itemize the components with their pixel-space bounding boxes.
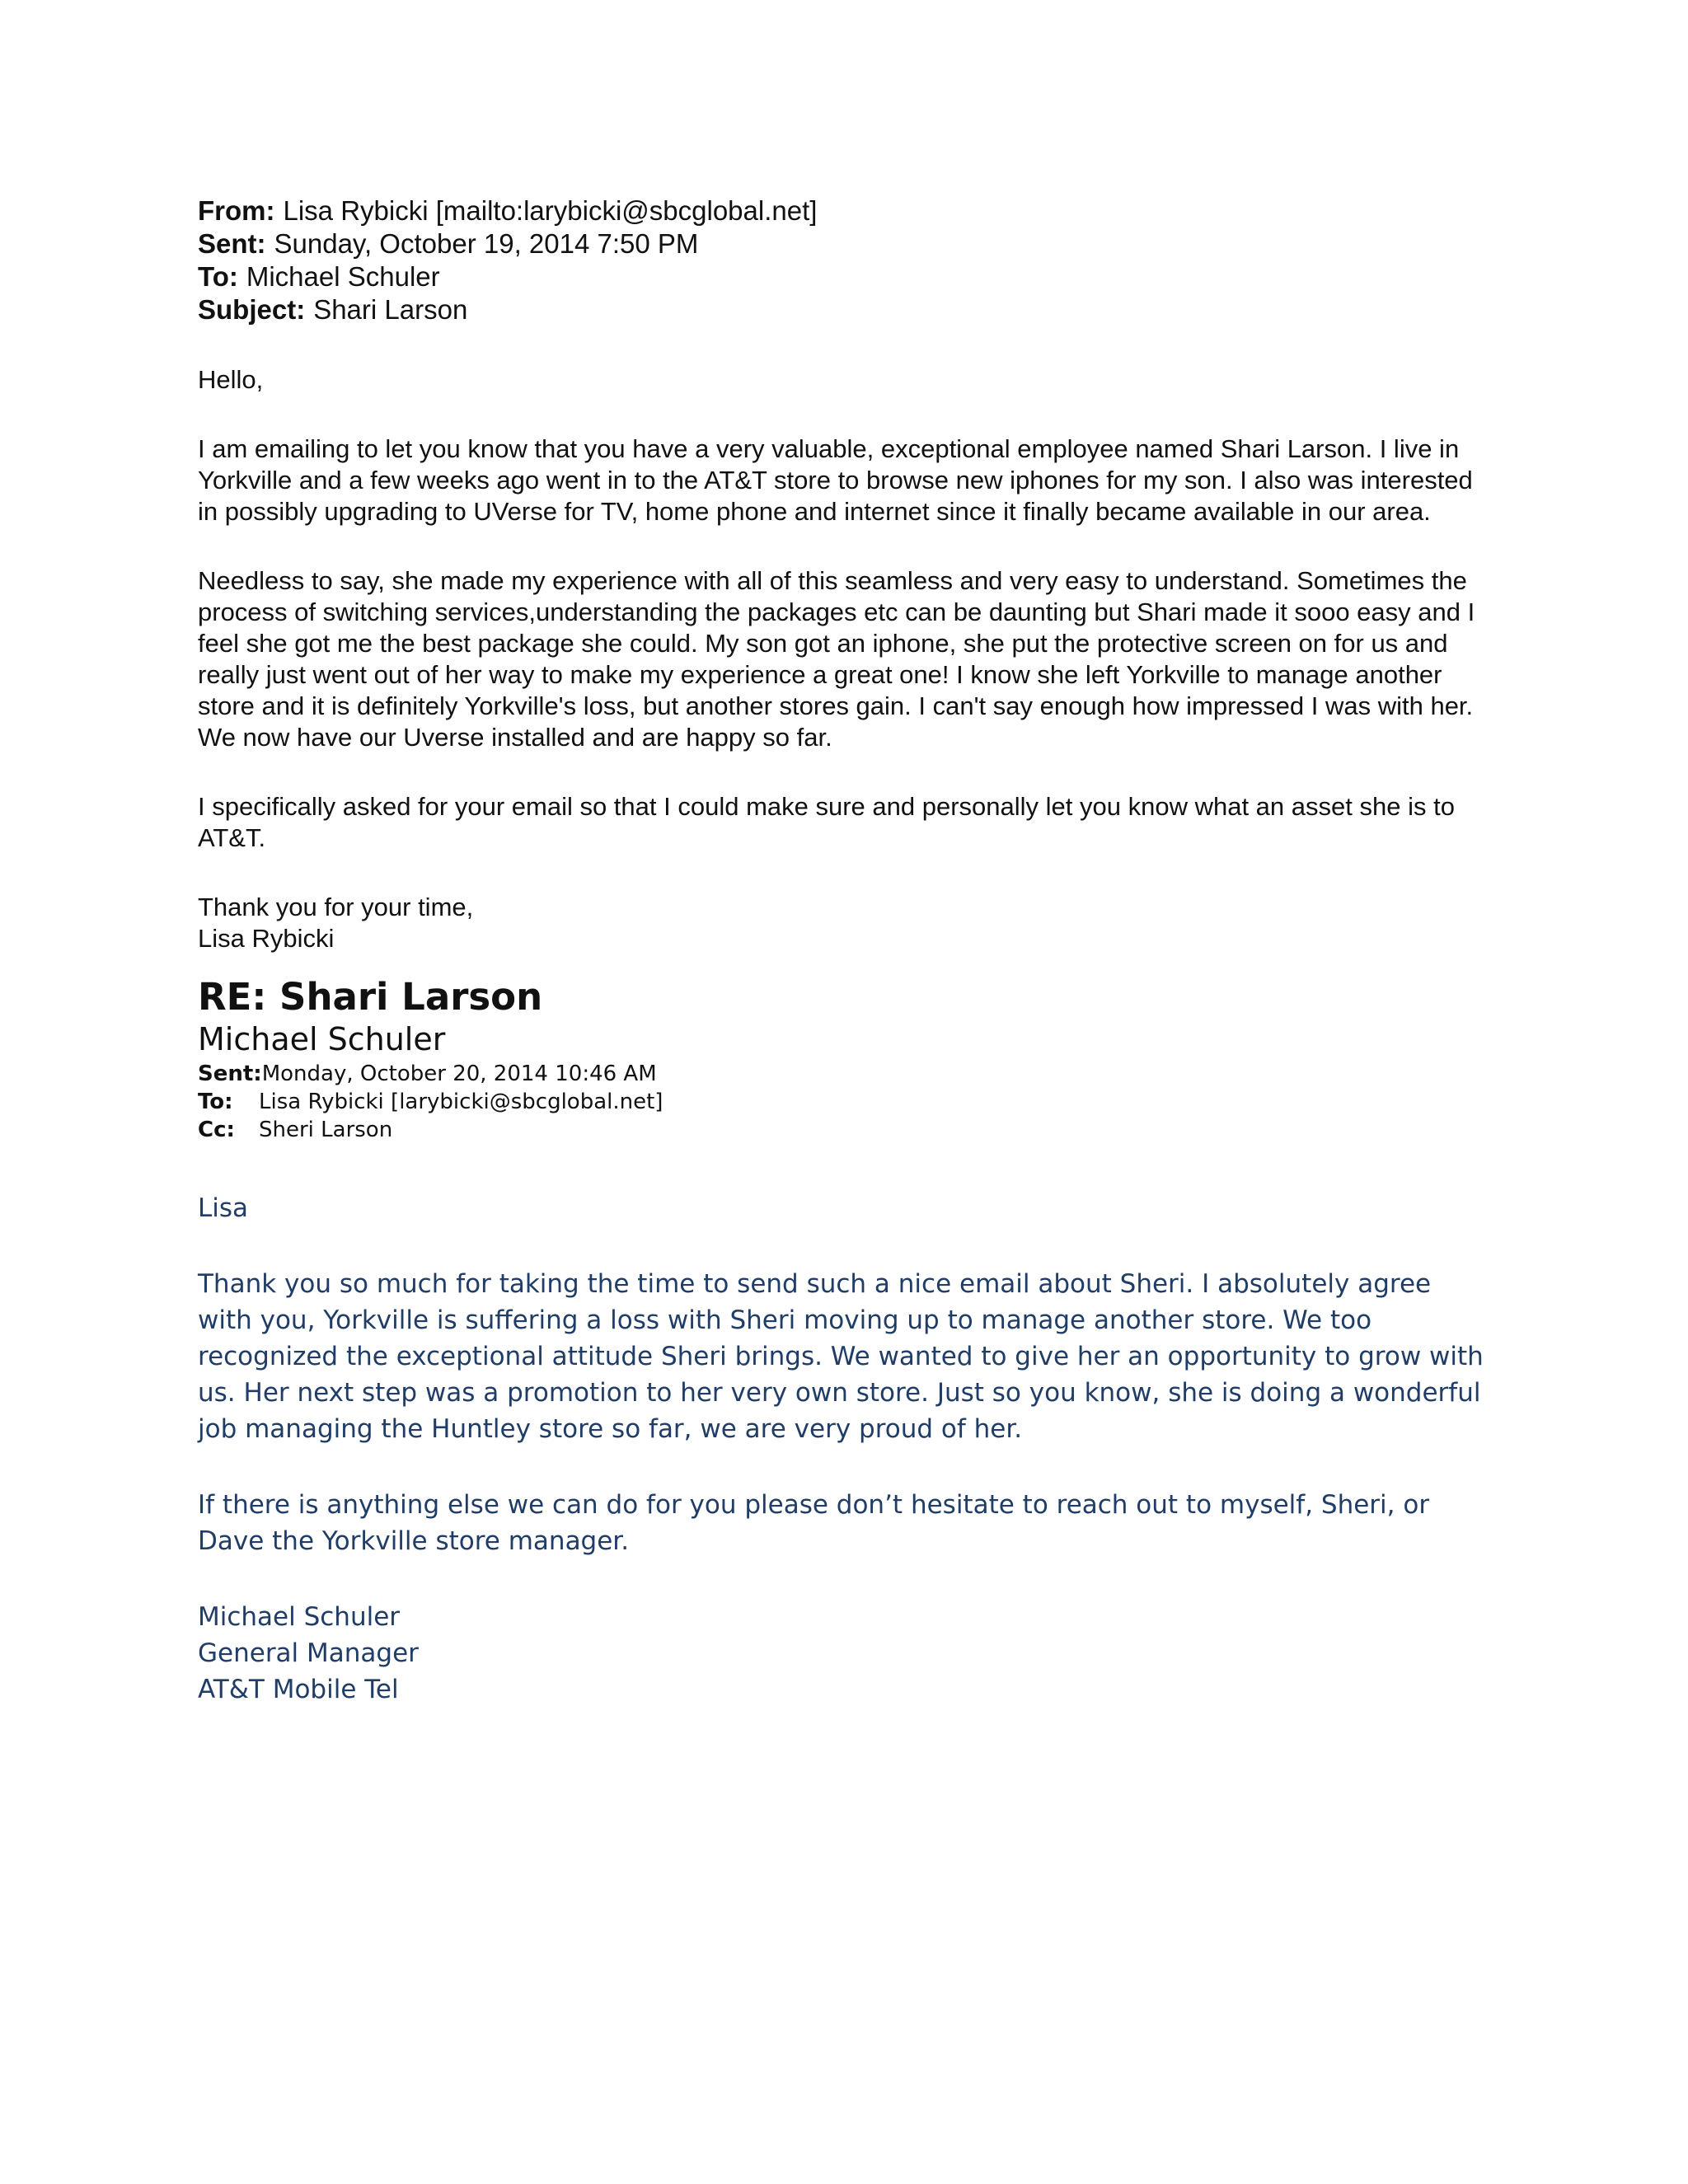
from-value: Lisa Rybicki [mailto:larybicki@sbcglobal.net] (283, 195, 818, 226)
to-value: Michael Schuler (246, 261, 440, 292)
reply-paragraph: If there is anything else we can do for you please don’t hesitate to reach out to myself, Sheri, or Dave the Yorkville store manager. (198, 1490, 1430, 1556)
reply-sender: Michael Schuler (198, 1021, 446, 1057)
reply-cc-line (198, 1116, 1484, 1144)
sent-label: Sent: (198, 228, 266, 259)
original-email-header (198, 194, 1484, 326)
sent-value: Sunday, October 19, 2014 7:50 PM (274, 228, 699, 259)
original-email-body (198, 364, 1484, 954)
reply-sent-label: Sent: (198, 1062, 262, 1086)
subject-label: Subject: (198, 294, 306, 325)
reply-to-line (198, 1088, 1484, 1116)
to-label: To: (198, 261, 238, 292)
reply-salutation: Lisa (198, 1193, 249, 1223)
body-paragraph: Needless to say, she made my experience with all of this seamless and very easy to understand. Sometimes the process of switching services,understanding the packages etc can be daunting but Shari made it sooo easy and I feel she got me the best package she could. My son got an iphone, she put the protective screen on for us and really just went out of her way to make my experience a great one! I know she left Yorkville to manage another store and it is definitely Yorkville's loss, but another stores gain. I can't say enough how impressed I was with her. We now have our Uverse installed and are happy so far. (198, 566, 1475, 752)
reply-signature-block (198, 1599, 1484, 1708)
reply-cc-value: Sheri Larson (259, 1118, 393, 1142)
from-label: From: (198, 195, 275, 226)
reply-to-value: Lisa Rybicki [larybicki@sbcglobal.net] (259, 1090, 663, 1114)
subject-value: Shari Larson (313, 294, 468, 325)
signature: Lisa Rybicki (198, 924, 335, 953)
reply-paragraph: Thank you so much for taking the time to send such a nice email about Sheri. I absolutely agree with you, Yorkville is suffering a loss with Sheri moving up to manage another store. We too recognized the exceptional attitude Sheri brings. We wanted to give her an opportunity to grow with us. Her next step was a promotion to her very own store. Just so you know, she is doing a wonderful job managing the Huntley store so far, we are very proud of her. (198, 1269, 1484, 1444)
reply-to-label: To: (198, 1090, 233, 1114)
reply-title: RE: Shari Larson (198, 975, 543, 1019)
subject-line (198, 293, 1484, 326)
reply-signature-title: General Manager (198, 1638, 419, 1668)
reply-sent-value: Monday, October 20, 2014 10:46 AM (261, 1062, 657, 1086)
sent-line (198, 227, 1484, 260)
body-paragraph: I am emailing to let you know that you have a very valuable, exceptional employee named Shari Larson. I live in Yorkville and a few weeks ago went in to the AT&T store to browse new iphones for my son. I also was interested in possibly upgrading to UVerse for TV, home phone and internet since it finally became available in our area. (198, 434, 1473, 526)
from-line (198, 194, 1484, 227)
body-paragraph: I specifically asked for your email so that I could make sure and personally let you know what an asset she is to AT&T. (198, 792, 1455, 852)
email-document (198, 194, 1484, 1747)
reply-email (198, 976, 1484, 1708)
greeting: Hello, (198, 365, 264, 394)
closing: Thank you for your time, (198, 893, 474, 921)
reply-signature-name: Michael Schuler (198, 1602, 401, 1632)
reply-signature-company: AT&T Mobile Tel (198, 1675, 399, 1704)
reply-body (198, 1190, 1484, 1708)
reply-cc-label: Cc: (198, 1118, 235, 1142)
to-line (198, 260, 1484, 293)
reply-sent-line (198, 1060, 1484, 1088)
closing-block (198, 892, 1484, 954)
